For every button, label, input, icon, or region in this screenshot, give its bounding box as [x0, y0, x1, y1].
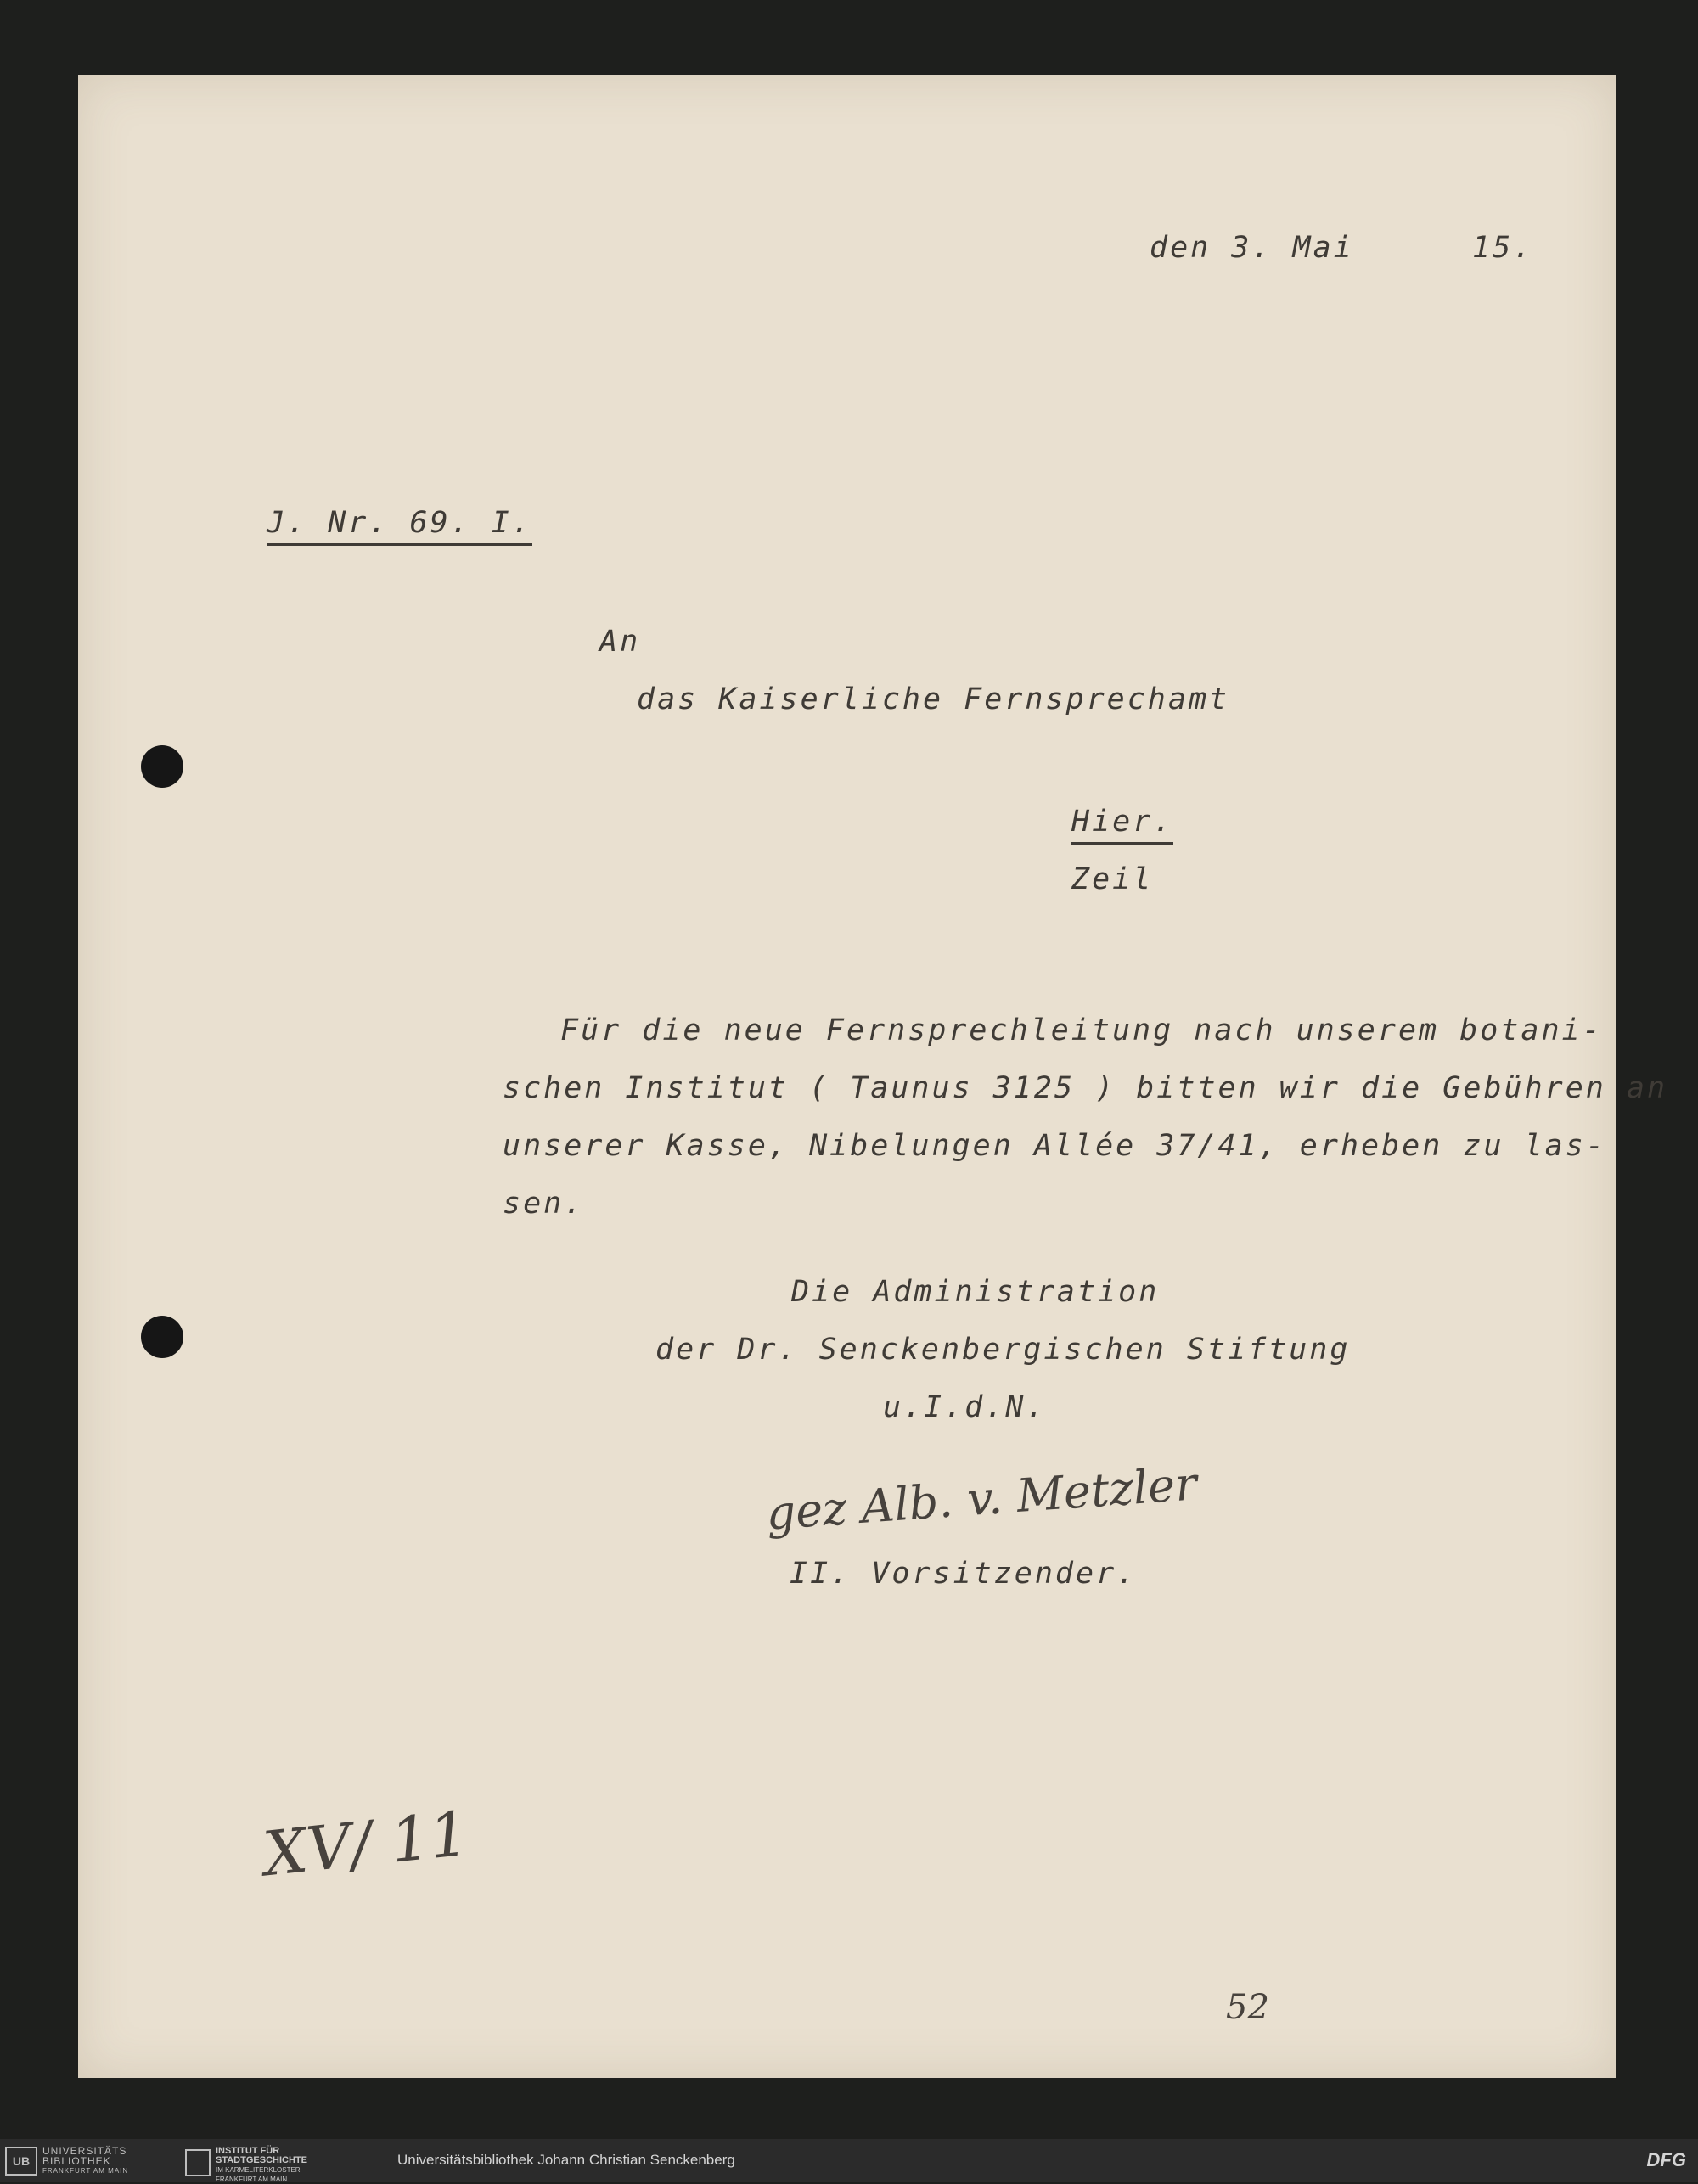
body-line-1: Für die neue Fernsprechleitung nach unserem botani- [560, 1013, 1603, 1047]
ub-logo [5, 2145, 129, 2175]
closing-administration: Die Administration [791, 1275, 1160, 1309]
ub-text [42, 2146, 128, 2176]
ub-line-2: BIBLIOTHEK [42, 2155, 111, 2167]
closing-abbreviation: u.I.d.N. [883, 1390, 1047, 1424]
isg-line-3: IM KARMELITERKLOSTER [216, 2166, 301, 2174]
isg-text [216, 2147, 307, 2184]
document-page [78, 75, 1668, 2078]
recipient-street: Zeil [1071, 862, 1154, 896]
isg-logo-icon [185, 2149, 211, 2176]
footer-bar [0, 2139, 1698, 2182]
to-line: An [599, 625, 641, 659]
isg-line-2: STADTGESCHICHTE [216, 2155, 307, 2165]
isg-line-1: INSTITUT FÜR [216, 2146, 280, 2156]
pencil-mark: XV/ 11 [260, 1797, 472, 1890]
signer-title: II. Vorsitzender. [790, 1557, 1138, 1591]
isg-line-4: FRANKFURT AM MAIN [216, 2176, 288, 2183]
dfg-logo: DFG [1646, 2149, 1686, 2170]
ub-line-3: FRANKFURT AM MAIN [42, 2167, 129, 2175]
signature: gez Alb. v. Metzler [764, 1457, 1199, 1541]
reference-number: J. Nr. 69. I. [267, 506, 532, 546]
closing-foundation: der Dr. Senckenbergischen Stiftung [655, 1333, 1351, 1367]
punch-hole-top [141, 745, 183, 788]
ub-mark: UB [5, 2147, 37, 2176]
year: 15. [1472, 231, 1534, 265]
punch-hole-bottom [141, 1316, 183, 1358]
date: den 3. Mai [1150, 231, 1354, 265]
body-line-3: unserer Kasse, Nibelungen Allée 37/41, erheben zu las- [503, 1129, 1606, 1163]
body-line-2: schen Institut ( Taunus 3125 ) bitten wir die Gebühren an [503, 1071, 1668, 1105]
recipient-place: Hier. [1071, 805, 1173, 845]
page-number: 52 [1226, 1988, 1269, 2027]
recipient: das Kaiserliche Fernsprechamt [637, 682, 1230, 716]
library-name: Universitätsbibliothek Johann Christian Senckenberg [397, 2152, 735, 2168]
body-line-4: sen. [503, 1187, 585, 1221]
ub-line-1: UNIVERSITÄTS [42, 2145, 127, 2157]
